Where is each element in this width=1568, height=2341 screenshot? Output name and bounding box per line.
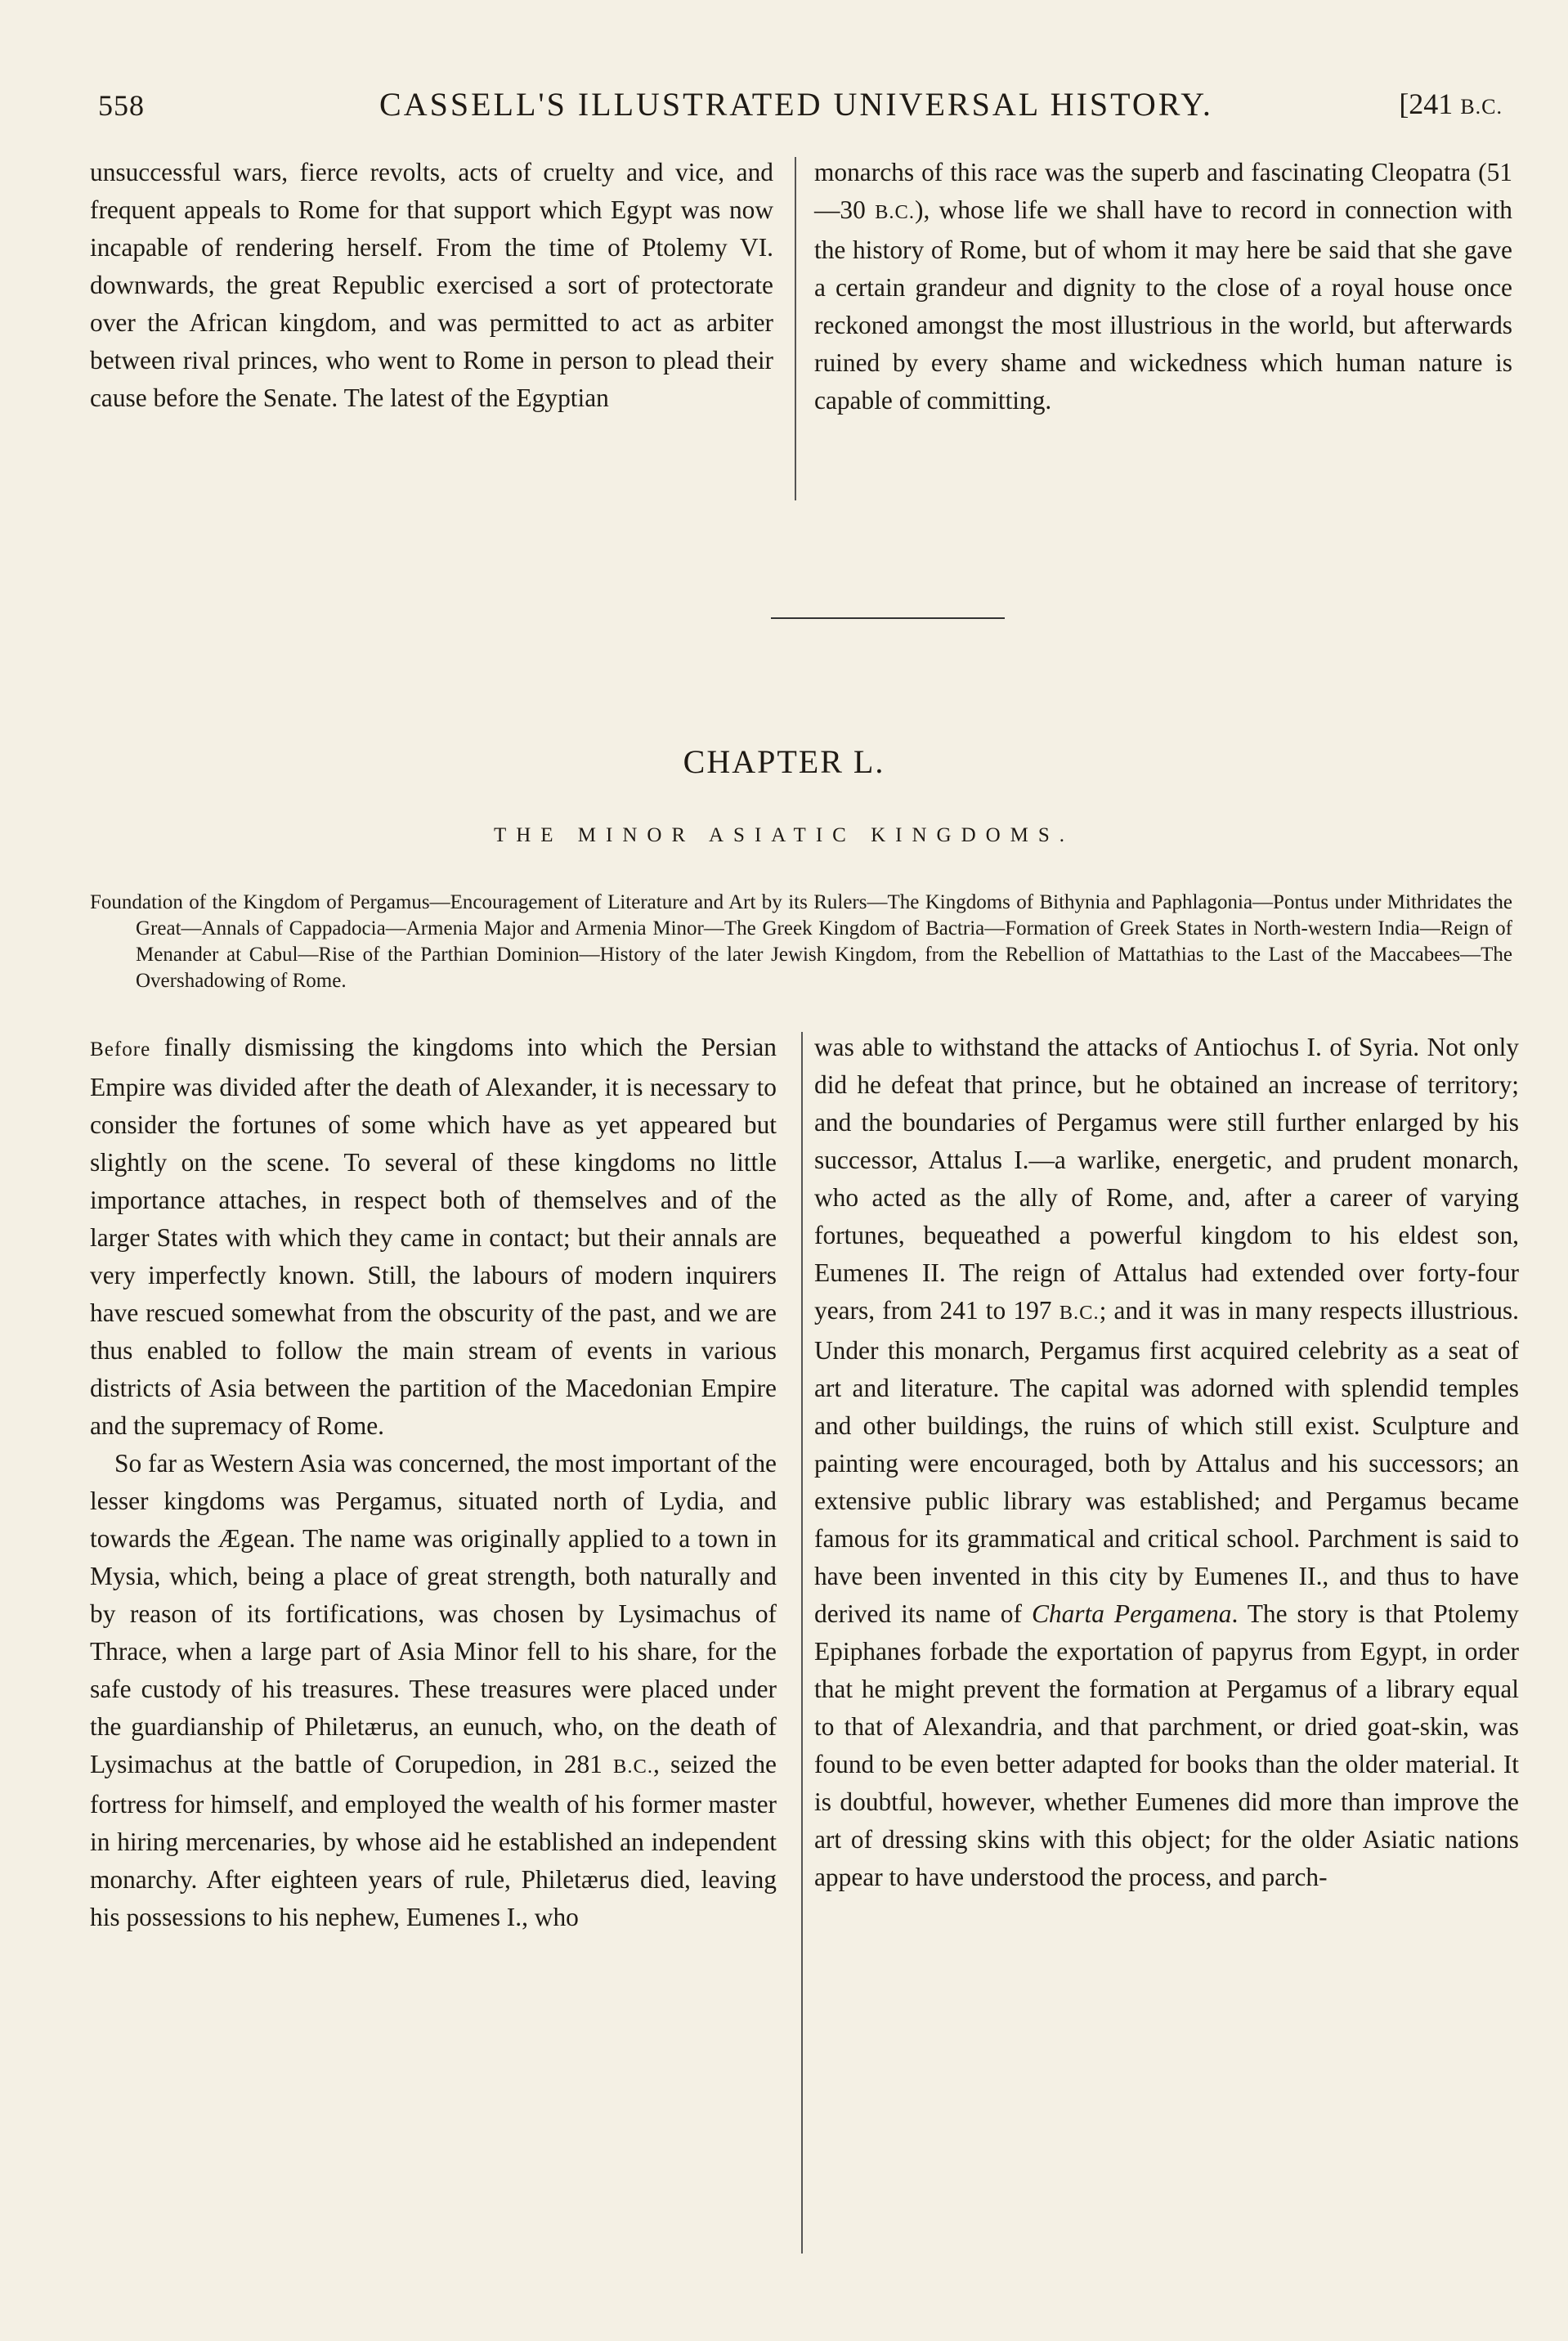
body-right-text-c: . The story is that Ptolemy Epiphanes forbade the exportation of papyrus from Egypt, in order that he might prevent the formation at Pergamus of a library equal to that of Alexandria, and that parchment, or dried goat-skin, was found to be even better adapted for books than the older material. It is doubtful, however, whether Eumenes did more than improve the art of dressing skins with this object; for the older Asiatic nations appear to have understood the process, and parch- [814, 1599, 1519, 1891]
top-column-divider [795, 157, 796, 500]
body-column-divider [801, 1032, 803, 2254]
header-date-year: [241 [1399, 87, 1454, 120]
top-left-paragraph: unsuccessful wars, fierce revolts, acts of cruelty and vice, and frequent appeals to Rome for that support which Egypt was now incapable of rendering herself. From the time of Ptolemy VI. downwards, the great Republic exercised a sort of protectorate over the African kingdom, and was permitted to act as arbiter between rival princes, who went to Rome in person to plead their cause before the Senate. The latest of the Egyptian [90, 158, 773, 412]
top-right-text-1: monarchs of this race was the superb and fascinating Cleopatra (51—30 [814, 158, 1512, 224]
body-right-paragraph [814, 1029, 1519, 1896]
body-right-era: B.C. [1059, 1302, 1100, 1324]
chapter-subtitle: THE MINOR ASIATIC KINGDOMS. [493, 824, 1075, 846]
body-right-column [814, 1029, 1519, 1896]
body-right-text-a: was able to withstand the attacks of Antiochus I. of Syria. Not only did he defeat that prince, but he obtained an increase of territory; and the boundaries of Pergamus were still further enlarged by his successor, Attalus I.—a warlike, energetic, and prudent monarch, who acted as the ally of Rome, and, after a career of varying fortunes, bequeathed a powerful kingdom to his eldest son, Eumenes II. The reign of Attalus had extended over forty-four years, from 241 to 197 [814, 1033, 1519, 1325]
header-date [1399, 87, 1503, 121]
body-paragraph-2 [90, 1445, 777, 1936]
body-right-italic: Charta Pergamena [1031, 1599, 1232, 1628]
header-date-era: B.C. [1460, 95, 1503, 119]
top-right-text-2: ), whose life we shall have to record in connection with the history of Rome, but of whom it may here be said that she gave a certain grandeur and dignity to the close of a royal house once reckoned amongst the most illustrious in the world, but afterwards ruined by every shame and wickedness which human nature is capable of committing. [814, 195, 1512, 415]
drop-lead-word: Before [90, 1038, 151, 1061]
page-number: 558 [98, 89, 145, 122]
body-paragraph-2-text-b: , seized the fortress for himself, and employed the wealth of his former master in hiring mercenaries, by whose aid he established an independent monarchy. After eighteen years of rule, Philetærus died, leaving his possessions to his nephew, Eumenes I., who [90, 1750, 777, 1931]
top-right-column [814, 154, 1512, 419]
body-right-text-b: ; and it was in many respects illustrious. Under this monarch, Pergamus first acquired celebrity as a seat of art and literature. The capital was adorned with splendid temples and other buildings, the ruins of which still exist. Sculpture and painting were encouraged, both by Attalus and his successors; an extensive public library was established; and Pergamus became famous for its grammatical and critical school. Parchment is said to have been invented in this city by Eumenes II., and thus to have derived its name of [814, 1296, 1519, 1628]
body-paragraph-2-text-a: So far as Western Asia was concerned, the most important of the lesser kingdoms was Pergamus, situated north of Lydia, and towards the Ægean. The name was originally applied to a town in Mysia, which, being a place of great strength, both naturally and by reason of its fortifications, was chosen by Lysimachus of Thrace, when a large part of Asia Minor fell to his share, for the safe custody of his treasures. These treasures were placed under the guardianship of Philetærus, an eunuch, who, on the death of Lysimachus at the battle of Corupedion, in 281 [90, 1449, 777, 1778]
body-paragraph-1 [90, 1029, 777, 1445]
section-rule [771, 617, 1005, 619]
chapter-title: CHAPTER L. [683, 743, 885, 780]
running-header [90, 82, 1503, 131]
chapter-summary: Foundation of the Kingdom of Pergamus—Encouragement of Literature and Art by its Rulers—The Kingdoms of Bithynia and Paphlagonia—Pontus under Mithridates the Great—Annals of Cappadocia—Armenia Major and Armenia Minor—The Greek Kingdom of Bactria—Formation of Greek States in North-western India—Reign of Menander at Cabul—Rise of the Parthian Dominion—History of the later Jewish Kingdom, from the Rebellion of Mattathias to the Last of the Maccabees—The Overshadowing of Rome. [90, 891, 1512, 992]
body-paragraph-2-era: B.C. [613, 1756, 653, 1778]
top-right-era: B.C. [875, 201, 915, 223]
running-title: CASSELL'S ILLUSTRATED UNIVERSAL HISTORY. [379, 86, 1213, 123]
body-left-column [90, 1029, 777, 1936]
top-right-paragraph [814, 154, 1512, 419]
top-left-column [90, 154, 773, 417]
body-paragraph-1-text: finally dismissing the kingdoms into which the Persian Empire was divided after the death of Alexander, it is necessary to consider the fortunes of some which have as yet appeared but slightly on the scene. To several of these kingdoms no little importance attaches, in respect both of themselves and of the larger States with which they came in contact; but their annals are very imperfectly known. Still, the labours of modern inquirers have rescued somewhat from the obscurity of the past, and we are thus enabled to follow the main stream of events in various districts of Asia between the partition of the Macedonian Empire and the supremacy of Rome. [90, 1033, 777, 1440]
